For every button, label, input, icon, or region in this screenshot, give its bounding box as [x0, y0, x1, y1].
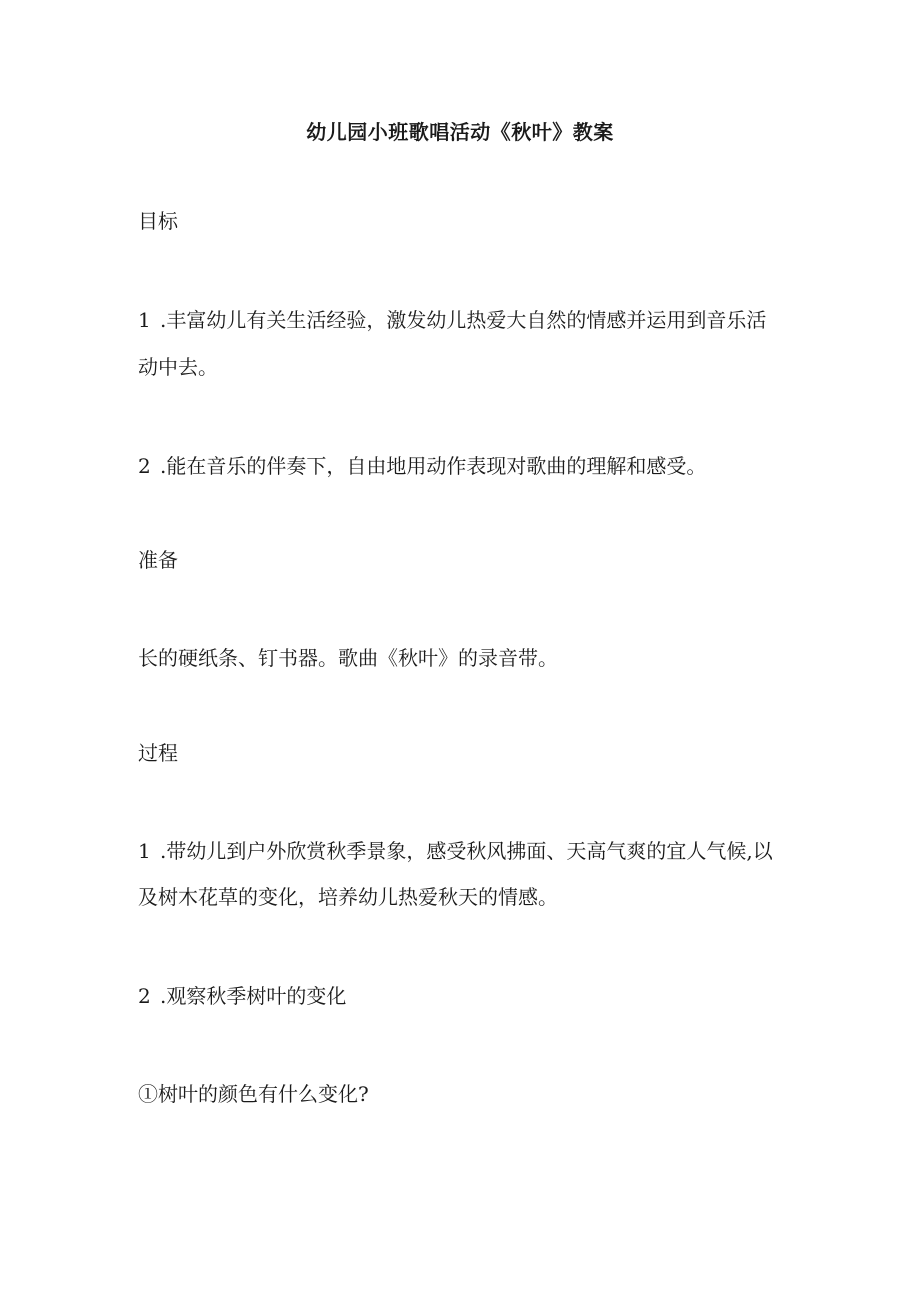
- prep-heading: 准备: [138, 548, 178, 572]
- document-title: 幼儿园小班歌唱活动《秋叶》教案: [306, 120, 614, 144]
- process-item-1-line-2: 及树木花草的变化，培养幼儿热爱秋天的情感。: [138, 885, 558, 909]
- process-heading: 过程: [138, 741, 178, 765]
- goal-item-1-number: 1: [138, 308, 151, 332]
- question-1: ①树叶的颜色有什么变化?: [138, 1082, 369, 1106]
- process-item-1-line-1: [138, 836, 798, 866]
- goal-item-2-number: 2: [138, 454, 151, 478]
- goal-item-1-line-2: 动中去。: [138, 355, 218, 379]
- process-item-1-text: .带幼儿到户外欣赏秋季景象，感受秋风拂面、天高气爽的宜人气候,以: [160, 839, 773, 863]
- goal-item-1-text: .丰富幼儿有关生活经验，激发幼儿热爱大自然的情感并运用到音乐活: [160, 308, 767, 332]
- process-item-1-number: 1: [138, 839, 151, 863]
- goal-item-2: [138, 451, 798, 481]
- process-item-2-number: 2: [138, 984, 151, 1008]
- goal-item-2-text: .能在音乐的伴奏下，自由地用动作表现对歌曲的理解和感受。: [160, 454, 707, 478]
- process-item-2-text: .观察秋季树叶的变化: [160, 984, 347, 1008]
- prep-text: 长的硬纸条、钉书器。歌曲《秋叶》的录音带。: [138, 646, 558, 670]
- goal-item-1-line-1: [138, 305, 798, 335]
- process-item-2: [138, 981, 798, 1011]
- goal-heading: 目标: [138, 209, 178, 233]
